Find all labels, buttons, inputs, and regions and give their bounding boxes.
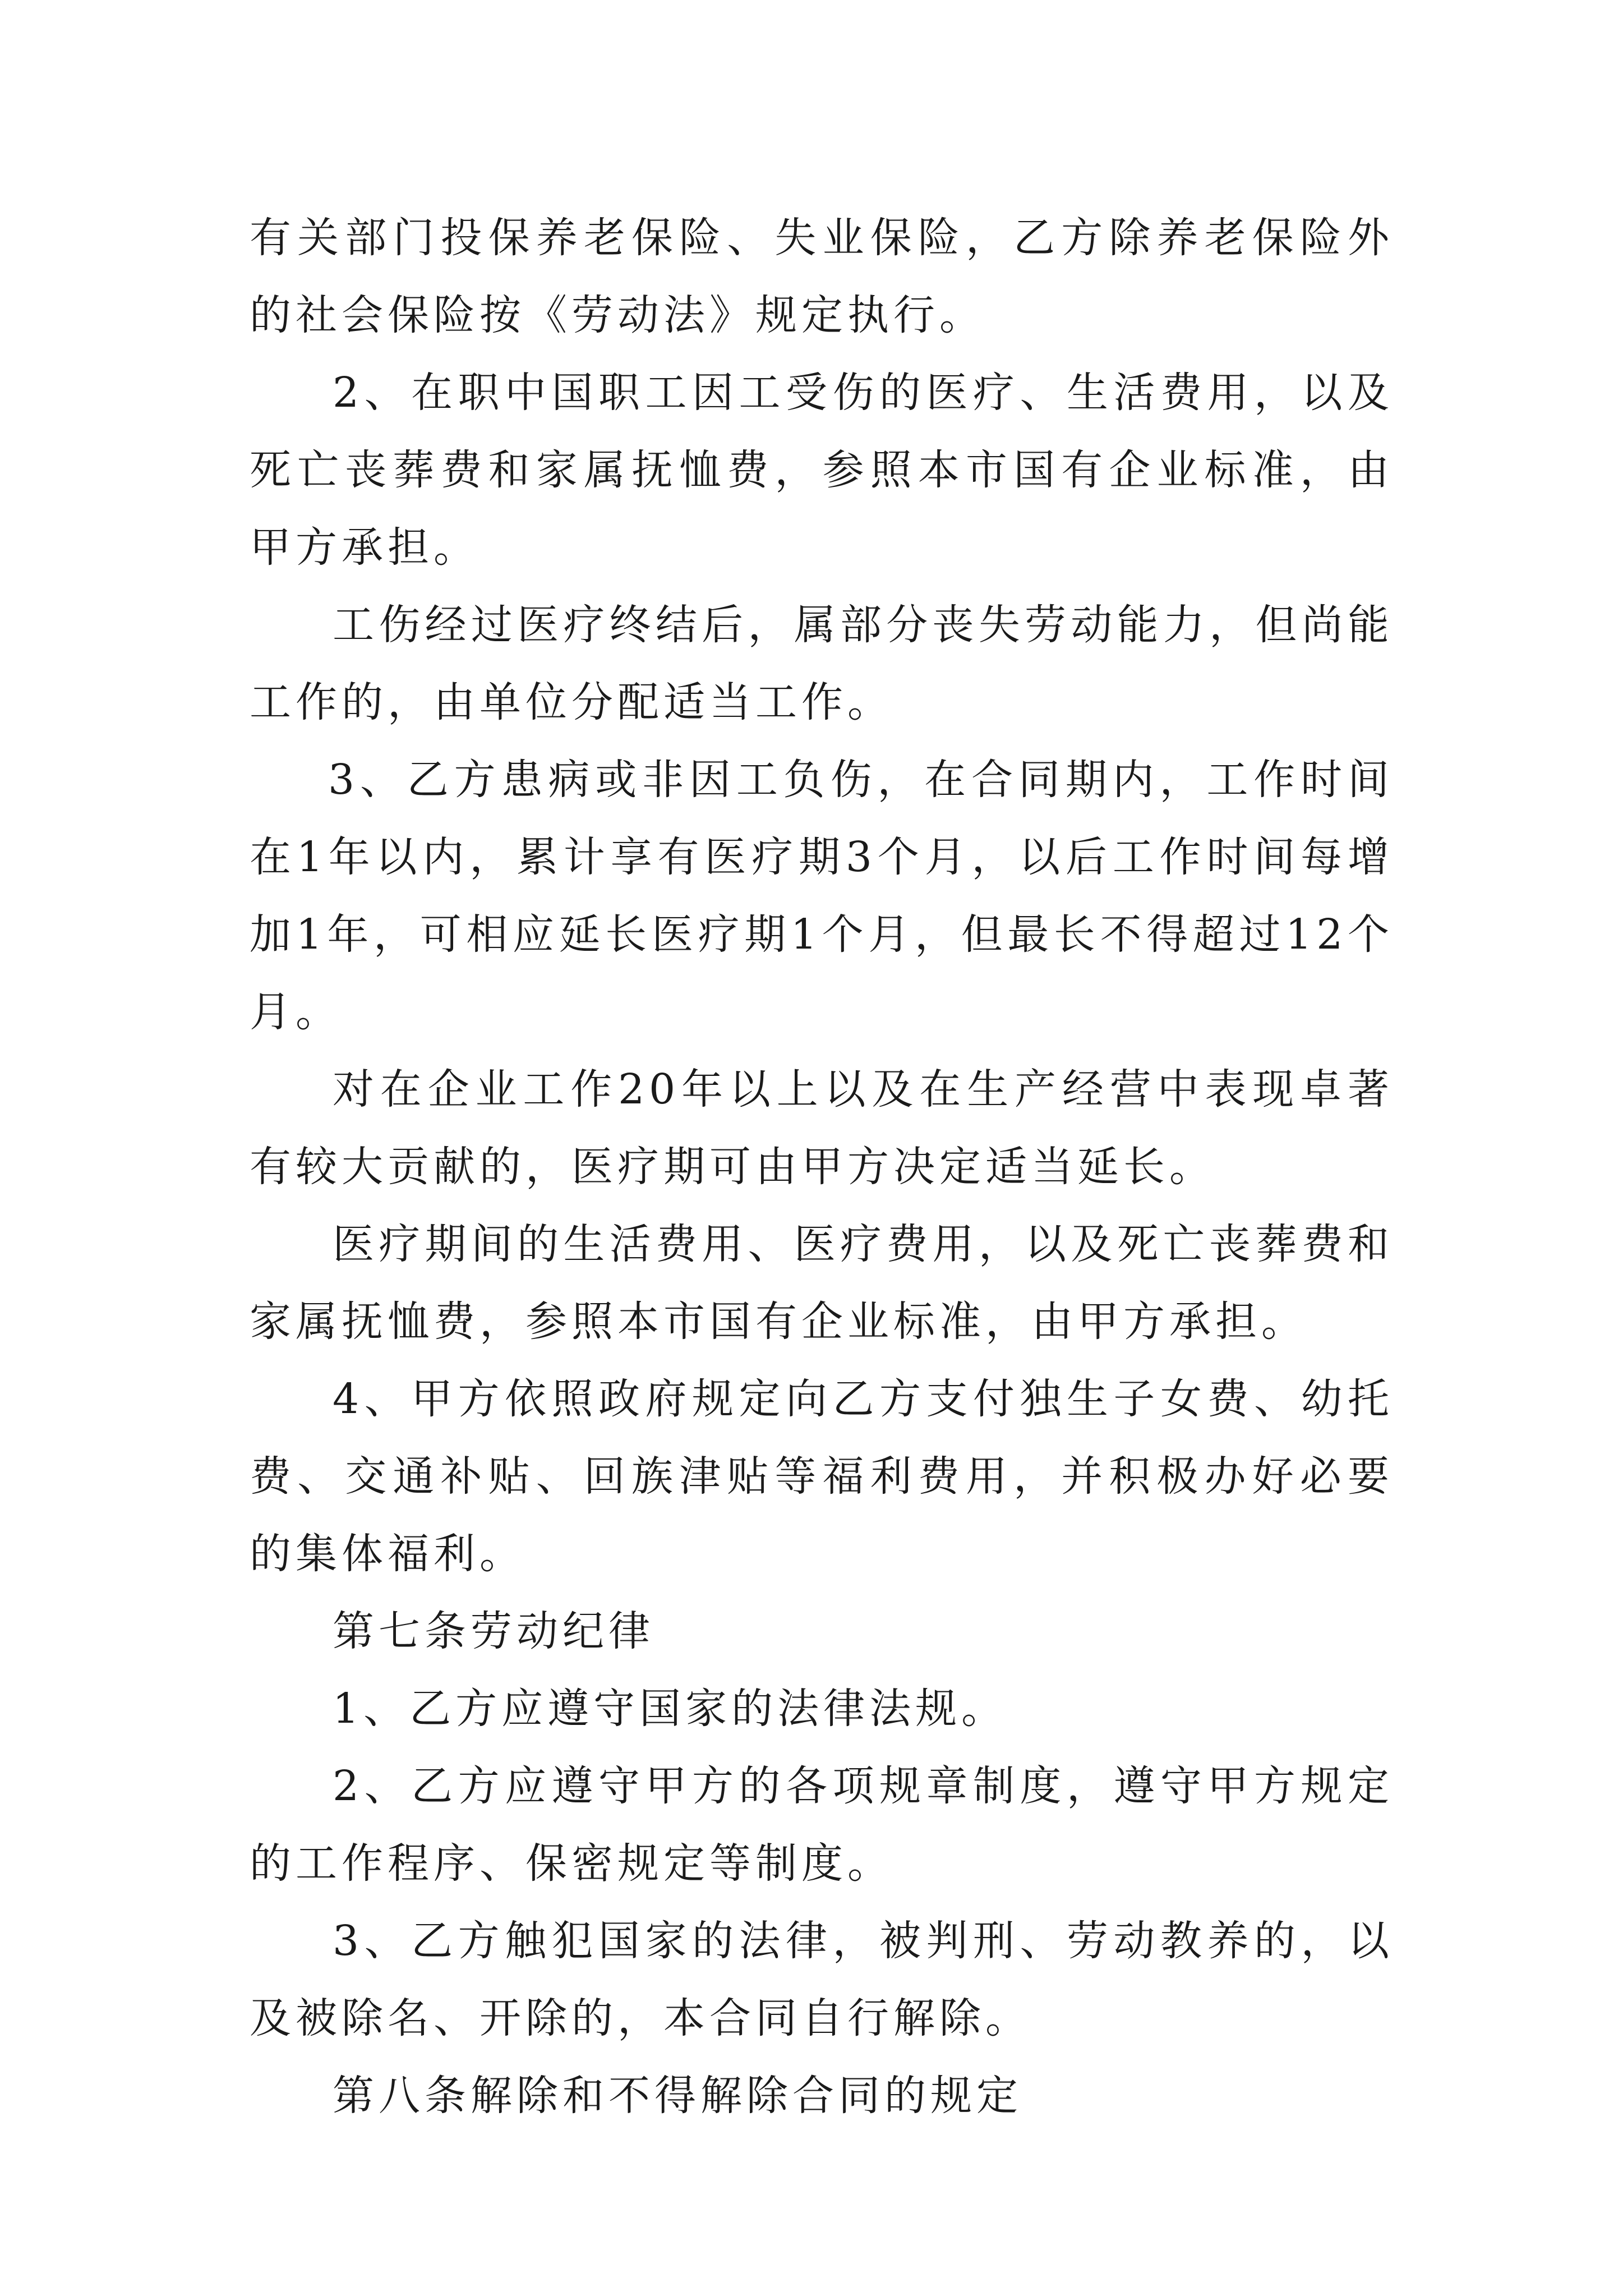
paragraph-injury-reassignment: 工伤经过医疗终结后，属部分丧失劳动能力，但尚能工作的，由单位分配适当工作。 bbox=[250, 601, 1394, 726]
paragraph-medical-period: 3、乙方患病或非因工负伤，在合同期内，工作时间在1年以内，累计享有医疗期3个月，以后工作时间每增加1年，可相应延长医疗期1个月，但最长不得超过12个月。 bbox=[250, 756, 1394, 1036]
paragraph-work-injury: 2、在职中国职工因工受伤的医疗、生活费用，以及死亡丧葬费和家属抚恤费，参照本市国有企业标准，由甲方承担。 bbox=[250, 369, 1394, 572]
paragraph-insurance-continued: 有关部门投保养老保险、失业保险，乙方除养老保险外的社会保险按《劳动法》规定执行。 bbox=[250, 214, 1394, 339]
heading-article-8: 第八条解除和不得解除合同的规定 bbox=[333, 2072, 1022, 2120]
document-body bbox=[250, 199, 1394, 2134]
heading-article-7: 第七条劳动纪律 bbox=[333, 1607, 654, 1655]
paragraph-discipline-3: 3、乙方触犯国家的法律，被判刑、劳动教养的，以及被除名、开除的，本合同自行解除。 bbox=[250, 1917, 1394, 2042]
paragraph-welfare: 4、甲方依照政府规定向乙方支付独生子女费、幼托费、交通补贴、回族津贴等福利费用，并积极办好必要的集体福利。 bbox=[250, 1375, 1394, 1578]
paragraph-discipline-1: 1、乙方应遵守国家的法律法规。 bbox=[333, 1685, 1008, 1733]
paragraph-medical-costs: 医疗期间的生活费用、医疗费用，以及死亡丧葬费和家属抚恤费，参照本市国有企业标准，由甲方承担。 bbox=[250, 1220, 1394, 1346]
paragraph-discipline-2: 2、乙方应遵守甲方的各项规章制度，遵守甲方规定的工作程序、保密规定等制度。 bbox=[250, 1762, 1394, 1888]
paragraph-medical-extension: 对在企业工作20年以上以及在生产经营中表现卓著有较大贡献的，医疗期可由甲方决定适当延长。 bbox=[250, 1065, 1394, 1191]
